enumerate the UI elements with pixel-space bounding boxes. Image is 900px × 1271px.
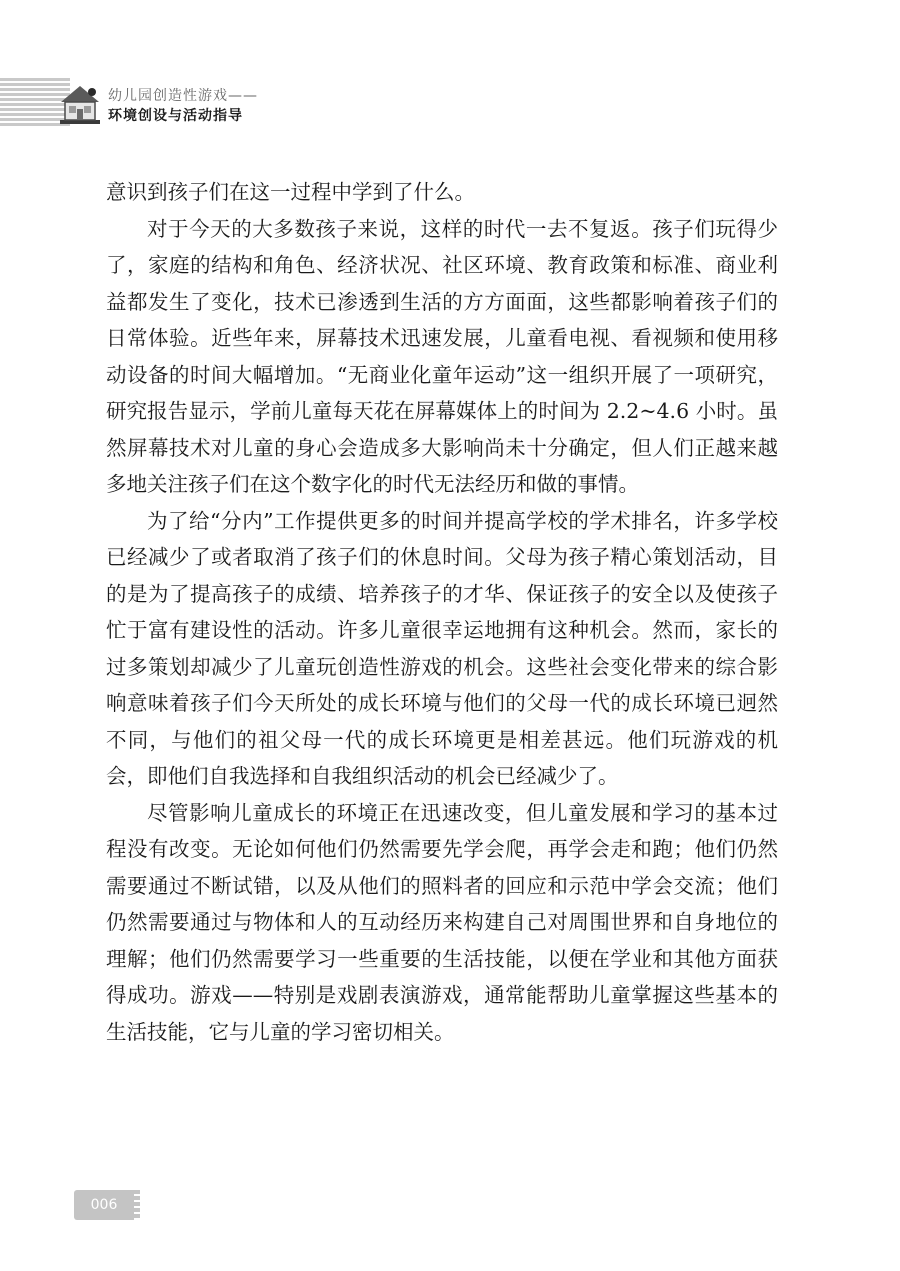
page-number-tab xyxy=(74,1190,134,1220)
page-number: 006 xyxy=(90,1197,118,1213)
paragraph-1: 意识到孩子们在这一过程中学到了什么。 xyxy=(106,180,475,204)
running-header xyxy=(108,86,258,126)
house-icon xyxy=(58,82,102,126)
book-title: 幼儿园创造性游戏—— xyxy=(108,88,258,104)
paragraph-4: 尽管影响儿童成长的环境正在迅速改变，但儿童发展和学习的基本过程没有改变。无论如何他们仍然需要先学会爬，再学会走和跑；他们仍然需要通过不断试错，以及从他们的照料者的回应和示范中学会交流；他们仍然需要通过与物体和人的互动经历来构建自己对周围世界和自身地位的理解；他们仍然需要学习一些重要的生活技能，以便在学业和其他方面获得成功。游戏——特别是戏剧表演游戏，通常能帮助儿童掌握这些基本的生活技能，它与儿童的学习密切相关。 xyxy=(106,800,778,1044)
paragraph-3: 为了给“分内”工作提供更多的时间并提高学校的学术排名，许多学校已经减少了或者取消了孩子们的休息时间。父母为孩子精心策划活动，目的是为了提高孩子的成绩、培养孩子的才华、保证孩子的安全以及使孩子忙于富有建设性的活动。许多儿童很幸运地拥有这种机会。然而，家长的过多策划却减少了儿童玩创造性游戏的机会。这些社会变化带来的综合影响意味着孩子们今天所处的成长环境与他们的父母一代的成长环境已迥然不同，与他们的祖父母一代的成长环境更是相差甚远。他们玩游戏的机会，即他们自我选择和自我组织活动的机会已经减少了。 xyxy=(106,508,778,788)
book-subtitle: 环境创设与活动指导 xyxy=(108,108,243,124)
page-body xyxy=(106,174,778,1050)
paragraph-2: 对于今天的大多数孩子来说，这样的时代一去不复返。孩子们玩得少了，家庭的结构和角色、经济状况、社区环境、教育政策和标准、商业利益都发生了变化，技术已渗透到生活的方方面面，这些都影响着孩子们的日常体验。近些年来，屏幕技术迅速发展，儿童看电视、看视频和使用移动设备的时间大幅增加。“无商业化童年运动”这一组织开展了一项研究，研究报告显示，学前儿童每天花在屏幕媒体上的时间为 2.2~4.6 小时。虽然屏幕技术对儿童的身心会造成多大影响尚未十分确定，但人们正越来越多地关注孩子们在这个数字化的时代无法经历和做的事情。 xyxy=(106,216,778,496)
